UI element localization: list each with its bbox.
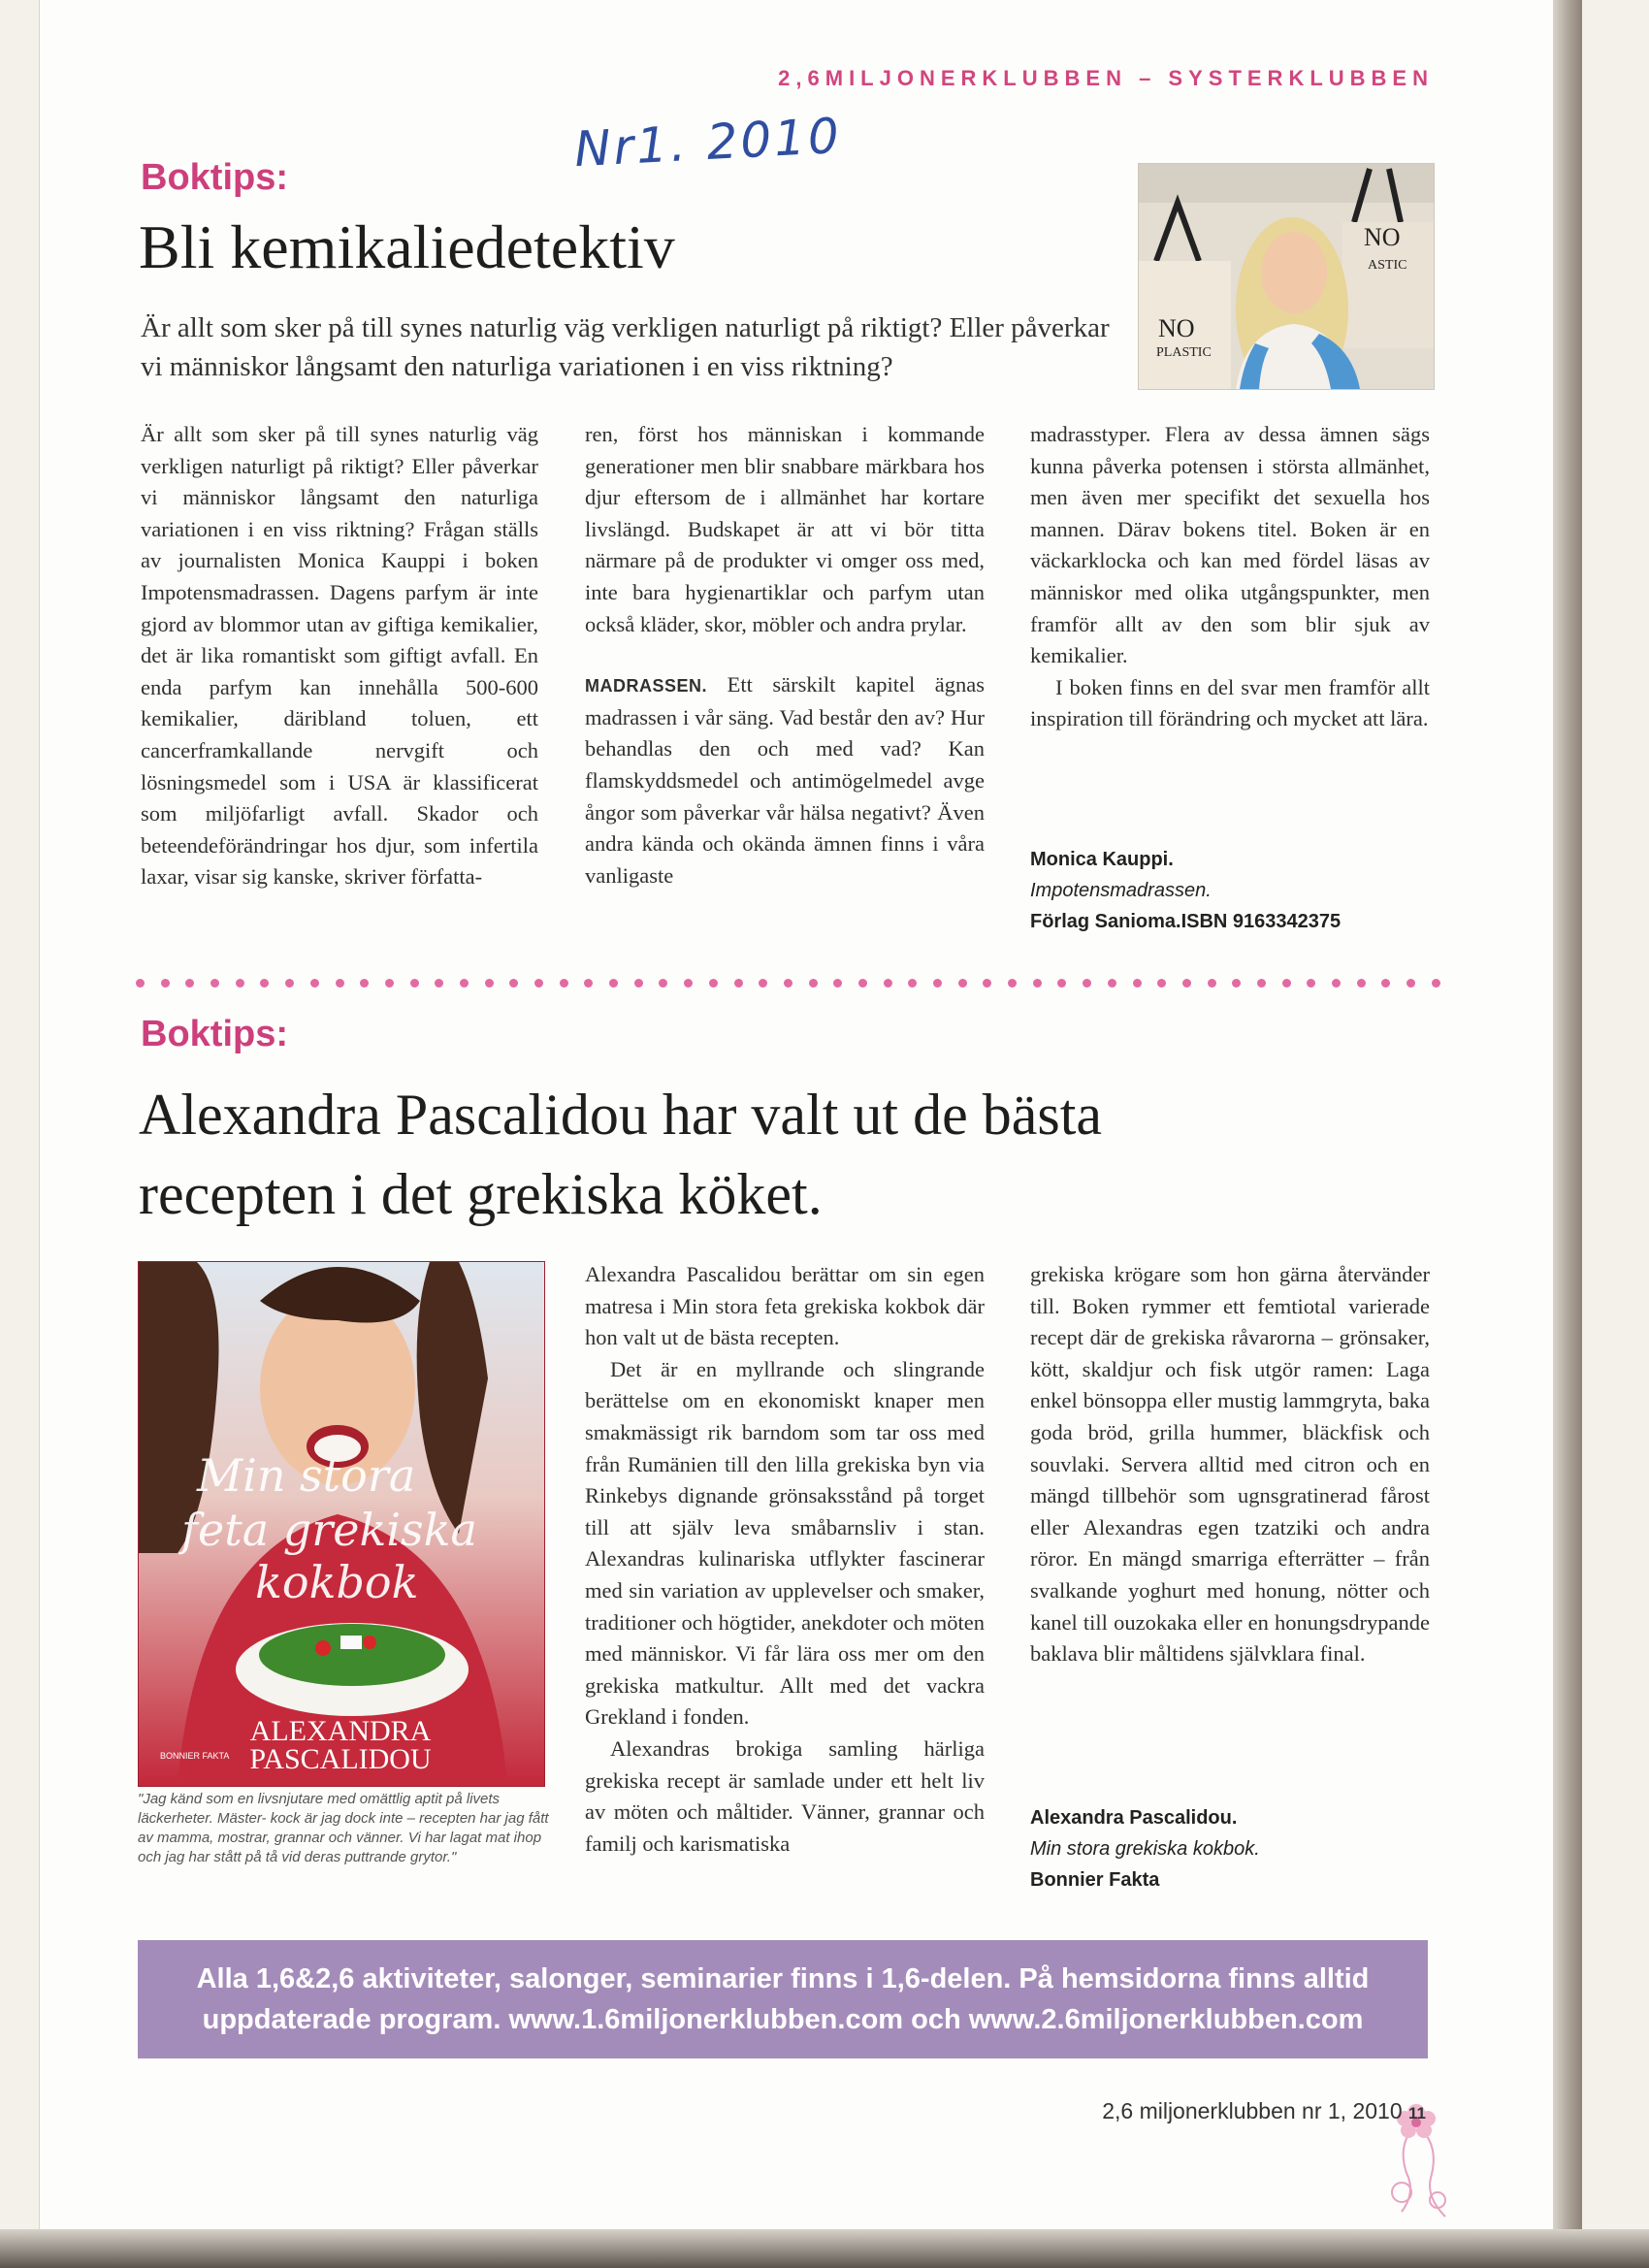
article1-col2-para2 (585, 669, 985, 891)
divider-dot (1282, 979, 1291, 988)
article2-credit-author: Alexandra Pascalidou. (1030, 1807, 1238, 1829)
cover-script-title: Min stora feta grekiska kokbok (181, 1449, 477, 1608)
divider-dot (210, 979, 219, 988)
divider-dot (709, 979, 718, 988)
divider-dot (534, 979, 543, 988)
divider-dot (360, 979, 369, 988)
article2-column-3 (1030, 1259, 1430, 1670)
divider-dot (1008, 979, 1017, 988)
bag-text-astic: ASTIC (1368, 258, 1407, 273)
divider-dot (908, 979, 917, 988)
divider-dot (1381, 979, 1390, 988)
divider-dot (1332, 979, 1341, 988)
article1-column-2 (585, 419, 985, 891)
article1-column-3 (1030, 419, 1430, 735)
divider-dot (236, 979, 244, 988)
divider-dot (1108, 979, 1116, 988)
article1-lead: Är allt som sker på till synes naturlig väg verkligen naturligt på riktigt? Eller påverkar vi människor långsamt den naturliga variationen i en viss riktning? (141, 312, 1110, 382)
divider-dot (509, 979, 518, 988)
divider-dot (1182, 979, 1191, 988)
article1-col2-para2-text: Ett särskilt kapitel ägnas madrassen i vår säng. Vad består den av? Hur behandlas den och med vad? Kan flamskyddsmedel och antimögelmedel avge ångor som påverkar vår hälsa negativt? Även andra kända och okända ämnen finns i våra vanligaste (585, 672, 985, 888)
banner-line-2: uppdaterade program. www.1.6miljonerklubben.com och www.2.6miljonerklubben.com (202, 2004, 1364, 2035)
divider-dot (759, 979, 767, 988)
article2-credit (1030, 1802, 1260, 1895)
article2-title-line-1: Alexandra Pascalidou har valt ut de bästa (139, 1083, 1102, 1147)
divider-dot (385, 979, 394, 988)
madrassen-label: MADRASSEN. (585, 676, 708, 697)
divider-dot (884, 979, 892, 988)
divider-dot (1257, 979, 1266, 988)
article2-credit-book: Min stora grekiska kokbok. (1030, 1838, 1260, 1860)
divider-dot (858, 979, 867, 988)
divider-dot (1232, 979, 1241, 988)
divider-dot (1157, 979, 1166, 988)
article2-title-line-2: recepten i det grekiska köket. (139, 1162, 823, 1226)
divider-dot (560, 979, 568, 988)
divider-dot (1033, 979, 1042, 988)
author-photo (1138, 163, 1435, 390)
page-bottom-edge (0, 2229, 1649, 2268)
cover-author-line-2: PASCALIDOU (249, 1743, 432, 1775)
article2-credit-publisher: Bonnier Fakta (1030, 1869, 1160, 1891)
article1-credit-book: Impotensmadrassen. (1030, 880, 1212, 901)
page-footer (1018, 2098, 1426, 2124)
article1-kicker: Boktips: (141, 157, 288, 198)
article2-col2-para2: Det är en myllrande och slingrande berättelse om en ekonomiskt knaper men smakmässigt rik barndom som tar oss med från Rumänien till den lilla grekiska byn via Rinkebys dignande grönsaksstånd på torget till att själv leva småbarnsliv i stan. Alexandras kulinariska utflykter fascinerar med sin variation av upplevelser och smaker, traditioner och högtider, anekdoter och möten med människor. Vi får lära oss mer om den grekiska matkultur. Allt med det vackra Grekland i fonden. (585, 1356, 985, 1730)
divider-dot (310, 979, 319, 988)
divider-dot (1357, 979, 1366, 988)
footer-text: 2,6 miljonerklubben nr 1, 2010 (1102, 2098, 1403, 2123)
divider-dot (485, 979, 494, 988)
divider-dot (784, 979, 792, 988)
divider-dot (1307, 979, 1315, 988)
section-header: 2,6MILJONERKLUBBEN – SYSTERKLUBBEN (778, 66, 1434, 90)
page-edge (1553, 0, 1582, 2268)
divider-dot (410, 979, 419, 988)
divider-dot (1083, 979, 1091, 988)
article1-col3-para1: madrasstyper. Flera av dessa ämnen sägs kunna påverka potensen i största allmänhet, men även mer specifikt det sexuella hos mannen. Därav bokens titel. Boken är en väckarklocka och kan med fördel läsas av människor med olika utgångspunkter, men framför allt av den som blir sjuk av kemikalier. (1030, 422, 1430, 668)
divider-dot (659, 979, 667, 988)
article1-credit-publisher: Förlag Sanioma.ISBN 9163342375 (1030, 911, 1342, 932)
divider-dot (460, 979, 469, 988)
article2-kicker: Boktips: (141, 1014, 288, 1054)
divider-dot (734, 979, 743, 988)
bag-text-no-2: NO (1158, 314, 1195, 342)
article2-col2-para3: Alexandras brokiga samling härliga grekiska recept är samlade under ett helt liv av möten och måltider. Vänner, grannar och familj och karismatiska (585, 1735, 985, 1856)
cover-publisher-mark: BONNIER FAKTA (160, 1751, 230, 1761)
divider-dot (833, 979, 842, 988)
divider-dot (933, 979, 942, 988)
article2-column-2 (585, 1259, 985, 1860)
page-number: 11 (1408, 2104, 1426, 2122)
divider-dot (983, 979, 991, 988)
bag-text-plastic: PLASTIC (1156, 345, 1212, 360)
article1-title: Bli kemikaliedetektiv (139, 212, 675, 281)
divider-dot (435, 979, 443, 988)
divider-dot (136, 979, 145, 988)
article1-credit-author: Monica Kauppi. (1030, 849, 1174, 870)
article1-credit (1030, 844, 1341, 937)
divider-dot (1208, 979, 1216, 988)
divider-dot (336, 979, 344, 988)
divider-dot (1432, 979, 1440, 988)
divider-dot (161, 979, 170, 988)
article1-column-1 (141, 419, 538, 893)
divider-dot (684, 979, 693, 988)
divider-dot (1057, 979, 1066, 988)
banner-line-1: Alla 1,6&2,6 aktiviteter, salonger, seminarier finns i 1,6-delen. På hemsidorna finns alltid (196, 1963, 1370, 1994)
book-cover (138, 1261, 545, 1787)
divider-dot (634, 979, 643, 988)
article1-col1-text: Är allt som sker på till synes naturlig väg verkligen naturligt på riktigt? Eller påverkar vi människor långsamt den naturliga variationen i en viss riktning? Frågan ställs av journalisten Monica Kauppi i boken Impotensmadrassen. Dagens parfym är inte gjord av blommor utan av giftiga kemikalier, det är lika romantiskt som giftigt avfall. En enda parfym kan innehålla 500-600 kemikalier, däribland toluen, ett cancerframkallande nervgift och lösningsmedel som i USA är klassificerat som miljöfarligt avfall. Skador och beteendeförändringar hos djur, som infertila laxar, visar sig kanske, skriver författa- (141, 422, 538, 890)
dotted-divider (136, 976, 1440, 989)
article1-col3-para2: I boken finns en del svar men framför allt inspiration till förändring och mycket att lära. (1030, 674, 1430, 731)
divider-dot (584, 979, 593, 988)
article2-title (139, 1075, 1102, 1234)
article1-col2-para1: ren, först hos människan i kommande generationer men blir snabbare märkbara hos djur eftersom de i allmänhet har kortare livslängd. Budskapet är att vi bör titta närmare på de produkter vi omger oss med, inte bara hygienartiklar och parfym utan också kläder, skor, möbler och andra prylar. (585, 422, 985, 636)
divider-dot (1133, 979, 1142, 988)
divider-dot (809, 979, 818, 988)
divider-dot (609, 979, 618, 988)
divider-dot (185, 979, 194, 988)
cover-author-line-1: ALEXANDRA (249, 1715, 432, 1747)
info-banner (138, 1940, 1428, 2058)
divider-dot (285, 979, 294, 988)
cover-caption: "Jag känd som en livsnjutare med omättlig aptit på livets läckerheter. Mäster- kock är jag dock inte – recepten har jag fått av mamma, mostrar, grannar och vänner. Vi har lagat mat ihop och jag har stått på tå vid deras puttrande grytor." (138, 1791, 549, 1865)
divider-dot (260, 979, 269, 988)
article2-col3-para1: grekiska krögare som hon gärna återvänder till. Boken rymmer ett femtiotal varierade recept där de grekiska råvarorna – grönsaker, kött, skaldjur och fisk utgör ramen: Laga enkel bönsoppa eller mustig lammgryta, baka goda bröd, grilla hummer, bläckfisk och souvlaki. Servera alltid med citron och en mängd tillbehör som ugnsgratinerad fårost eller Alexandras egen tzatziki och andra röror. En mängd smarriga efterrätter – från svalkande yoghurt med honung, nötter och kanel till ouzokaka eller en honungsdrypande baklava blir måltidens självklara final. (1030, 1262, 1430, 1667)
article2-col2-para1: Alexandra Pascalidou berättar om sin egen matresa i Min stora feta grekiska kokbok där hon valt ut de bästa recepten. (585, 1262, 985, 1350)
handwritten-note: Nr1. 2010 (572, 107, 844, 178)
bag-text-no: NO (1364, 223, 1401, 251)
divider-dot (1406, 979, 1415, 988)
divider-dot (958, 979, 967, 988)
